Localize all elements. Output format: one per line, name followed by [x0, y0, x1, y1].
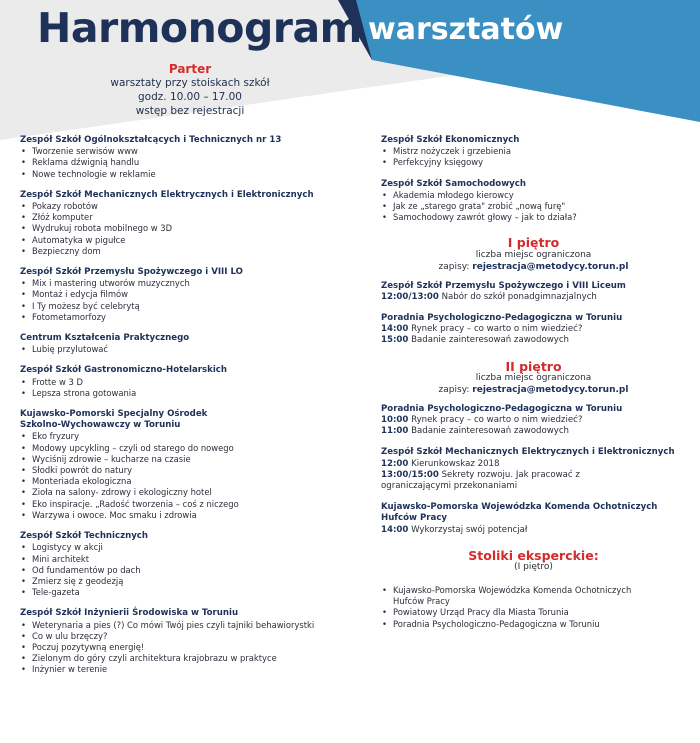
workshop-item: • Zioła na salony- zdrowy i ekologiczny hotel — [20, 487, 360, 498]
schedule-row — [381, 459, 686, 470]
workshop-list — [20, 620, 360, 676]
schedule-row — [381, 470, 611, 492]
school-name: Zespół Szkół Gastronomiczno-Hotelarskich — [20, 365, 228, 376]
organizer-name: Poradnia Psychologiczno-Pedagogiczna w Toruniu — [381, 403, 623, 414]
parter-line-2: godz. 10.00 – 17.00 — [138, 91, 242, 103]
signup-email-link[interactable]: rejestracja@metodycy.torun.pl — [472, 384, 629, 395]
workshop-item: • Bezpieczny dom — [20, 246, 360, 257]
workshop-list — [381, 146, 686, 168]
organizer-name: Poradnia Psychologiczno-Pedagogiczna w Toruniu — [381, 313, 623, 324]
school-name: Kujawsko-Pomorski Specjalny Ośrodek Szkolno-Wychowawczy w Toruniu — [20, 409, 208, 431]
organizer-name: Zespół Szkół Przemysłu Spożywczego i VIII Liceum — [381, 280, 626, 291]
workshop-list — [381, 190, 686, 224]
workshop-group — [381, 135, 686, 169]
workshop-item: • Co w ulu brzęczy? — [20, 631, 360, 642]
title-warsztatow: warsztatów — [368, 12, 564, 47]
workshop-item: • Słodki powrót do natury — [20, 465, 360, 476]
workshop-list — [20, 146, 360, 180]
workshop-item: • Mini architekt — [20, 554, 360, 565]
workshop-item: • Frotte w 3 D — [20, 377, 360, 388]
workshop-item: • Perfekcyjny księgowy — [381, 157, 686, 168]
stoliki-list — [381, 585, 686, 630]
schedule-time: 13:00/15:00 — [381, 469, 439, 480]
workshop-item: • Nowe technologie w reklamie — [20, 169, 360, 180]
workshop-item: • Reklama dźwignią handlu — [20, 157, 360, 168]
floor2-heading: II piętro — [505, 358, 562, 374]
school-name: Zespół Szkół Inżynierii Środowiska w Toruniu — [20, 608, 239, 619]
stoliki-heading: Stoliki eksperckie: — [468, 547, 599, 563]
floor1-limit: liczba miejsc ograniczona — [475, 249, 592, 260]
school-name: Zespół Szkół Mechanicznych Elektrycznych i Elektronicznych — [20, 189, 314, 200]
workshop-item: • Wydrukuj robota mobilnego w 3D — [20, 223, 360, 234]
schedule-text: Nabór do szkół ponadgimnazjalnych — [438, 291, 597, 302]
parter-line-1: warsztaty przy stoiskach szkół — [110, 77, 270, 89]
workshop-item: • Montaż i edycja filmów — [20, 289, 360, 300]
parter-heading: Parter — [168, 62, 212, 76]
workshop-item: • Od fundamentów po dach — [20, 565, 360, 576]
school-name: Zespół Szkół Ogólnokształcących i Technicznych nr 13 — [20, 135, 282, 145]
workshop-item: • Pokazy robotów — [20, 201, 360, 212]
floor2-limit: liczba miejsc ograniczona — [475, 372, 592, 383]
workshop-group — [20, 608, 360, 675]
schedule-text: Rynek pracy – co warto o nim wiedzieć? — [408, 415, 583, 426]
workshop-item: • Inżynier w terenie — [20, 664, 360, 675]
stoliki-item: • Kujawsko-Pomorska Wojewódzka Komenda Ochotniczych Hufców Pracy — [381, 585, 651, 607]
organizer-name: Zespół Szkół Mechanicznych Elektrycznych i Elektronicznych — [381, 447, 675, 458]
workshop-group — [20, 333, 360, 355]
workshop-list — [20, 542, 360, 598]
right-column — [381, 135, 686, 630]
workshop-group — [20, 365, 360, 399]
schedule-row — [381, 335, 686, 346]
stoliki-item: • Poradnia Psychologiczno-Pedagogiczna w Toruniu — [381, 619, 686, 630]
schedule-time: 10:00 — [381, 415, 409, 426]
floor2-signup — [381, 384, 686, 396]
schedule-time: 14:00 — [381, 524, 409, 535]
workshop-item: • Tworzenie serwisów www — [20, 146, 360, 157]
schedule-block — [381, 447, 686, 492]
schedule-block — [381, 502, 686, 536]
workshop-item: • Lubię przylutować — [20, 344, 360, 355]
schedule-text: Badanie zainteresowań zawodowych — [408, 335, 569, 346]
workshop-item: • Poczuj pozytywną energię! — [20, 642, 360, 653]
workshop-item: • Automatyka w pigułce — [20, 235, 360, 246]
signup-email-link[interactable]: rejestracja@metodycy.torun.pl — [472, 261, 629, 272]
workshop-item: • Zielonym do góry czyli architektura krajobrazu w praktyce — [20, 653, 360, 664]
workshop-item: • Monteriada ekologiczna — [20, 476, 360, 487]
workshop-item: • Logistycy w akcji — [20, 542, 360, 553]
workshop-item: • Złóż komputer — [20, 212, 360, 223]
school-name: Zespół Szkół Przemysłu Spożywczego i VIII LO — [20, 267, 243, 278]
workshop-group — [20, 267, 360, 323]
schedule-row — [381, 415, 686, 426]
workshop-item: • Wyciśnij zdrowie – kucharze na czasie — [20, 454, 360, 465]
workshop-item: • Lepsza strona gotowania — [20, 388, 360, 399]
schedule-time: 14:00 — [381, 324, 409, 335]
parter-section — [60, 62, 320, 118]
schedule-row — [381, 426, 686, 437]
stoliki-section — [381, 547, 686, 630]
workshop-list — [20, 201, 360, 257]
title-harmonogram: Harmonogram — [37, 4, 362, 52]
left-column — [20, 135, 360, 686]
workshop-item: • Eko inspiracje. „Radość tworzenia – coś z niczego — [20, 499, 360, 510]
schedule-block — [381, 404, 686, 438]
workshop-item: • Modowy upcykling – czyli od starego do nowego — [20, 443, 360, 454]
schedule-row — [381, 292, 686, 303]
workshop-item: • Tele-gazeta — [20, 587, 360, 598]
workshop-list — [20, 278, 360, 323]
workshop-item: • Fotometamorfozy — [20, 312, 360, 323]
school-name: Zespół Szkół Technicznych — [20, 531, 149, 542]
workshop-list — [20, 377, 360, 399]
schedule-text: Rynek pracy – co warto o nim wiedzieć? — [408, 324, 583, 335]
signup-label: zapisy: — [438, 384, 470, 395]
workshop-item: • Samochodowy zawrót głowy – jak to działa? — [381, 212, 686, 223]
schedule-time: 12:00/13:00 — [381, 291, 439, 302]
schedule-text: Sekrety rozwoju. Jak pracować z ograniczającymi przekonaniami — [381, 469, 580, 492]
workshop-group — [20, 190, 360, 257]
schedule-time: 11:00 — [381, 426, 409, 437]
signup-label: zapisy: — [438, 261, 470, 272]
schedule-time: 15:00 — [381, 335, 409, 346]
stoliki-item: • Powiatowy Urząd Pracy dla Miasta Torunia — [381, 607, 686, 618]
schedule-text: Wykorzystaj swój potencjał — [408, 524, 528, 535]
workshop-list — [20, 431, 360, 521]
schedule-block — [381, 281, 686, 303]
schedule-row — [381, 525, 686, 536]
workshop-item: • Weterynaria a pies (?) Co mówi Twój pies czyli tajniki behawiorystki — [20, 620, 360, 631]
school-name: Zespół Szkół Ekonomicznych — [381, 135, 520, 145]
workshop-list — [20, 344, 360, 355]
workshop-group — [20, 409, 360, 521]
workshop-group — [20, 531, 360, 598]
schedule-block — [381, 313, 686, 347]
workshop-item: • Eko fryzury — [20, 431, 360, 442]
workshop-group — [20, 135, 360, 180]
workshop-item: • Mistrz nożyczek i grzebienia — [381, 146, 686, 157]
school-name: Centrum Kształcenia Praktycznego — [20, 333, 190, 344]
workshop-item: • Warzywa i owoce. Moc smaku i zdrowia — [20, 510, 360, 521]
workshop-item: • Jak ze „starego grata" zrobić „nową furę" — [381, 201, 686, 212]
organizer-name: Kujawsko-Pomorska Wojewódzka Komenda Ochotniczych Hufców Pracy — [381, 502, 658, 524]
schedule-text: Badanie zainteresowań zawodowych — [408, 426, 569, 437]
workshop-item: • Mix i mastering utworów muzycznych — [20, 278, 360, 289]
parter-line-3: wstęp bez rejestracji — [135, 105, 245, 117]
floor1-section — [381, 237, 686, 346]
school-name: Zespół Szkół Samochodowych — [381, 178, 526, 189]
floor1-heading: I piętro — [507, 235, 560, 251]
schedule-text: Kierunkowskaz 2018 — [408, 458, 500, 469]
floor1-signup — [381, 261, 686, 273]
schedule-row — [381, 324, 686, 335]
stoliki-sub: (I piętro) — [514, 562, 553, 573]
workshop-item: • Akademia młodego kierowcy — [381, 190, 686, 201]
workshop-item: • I Ty możesz być celebrytą — [20, 301, 360, 312]
workshop-item: • Zmierz się z geodezją — [20, 576, 360, 587]
workshop-group — [381, 179, 686, 224]
schedule-time: 12:00 — [381, 458, 409, 469]
floor2-section — [381, 358, 686, 536]
